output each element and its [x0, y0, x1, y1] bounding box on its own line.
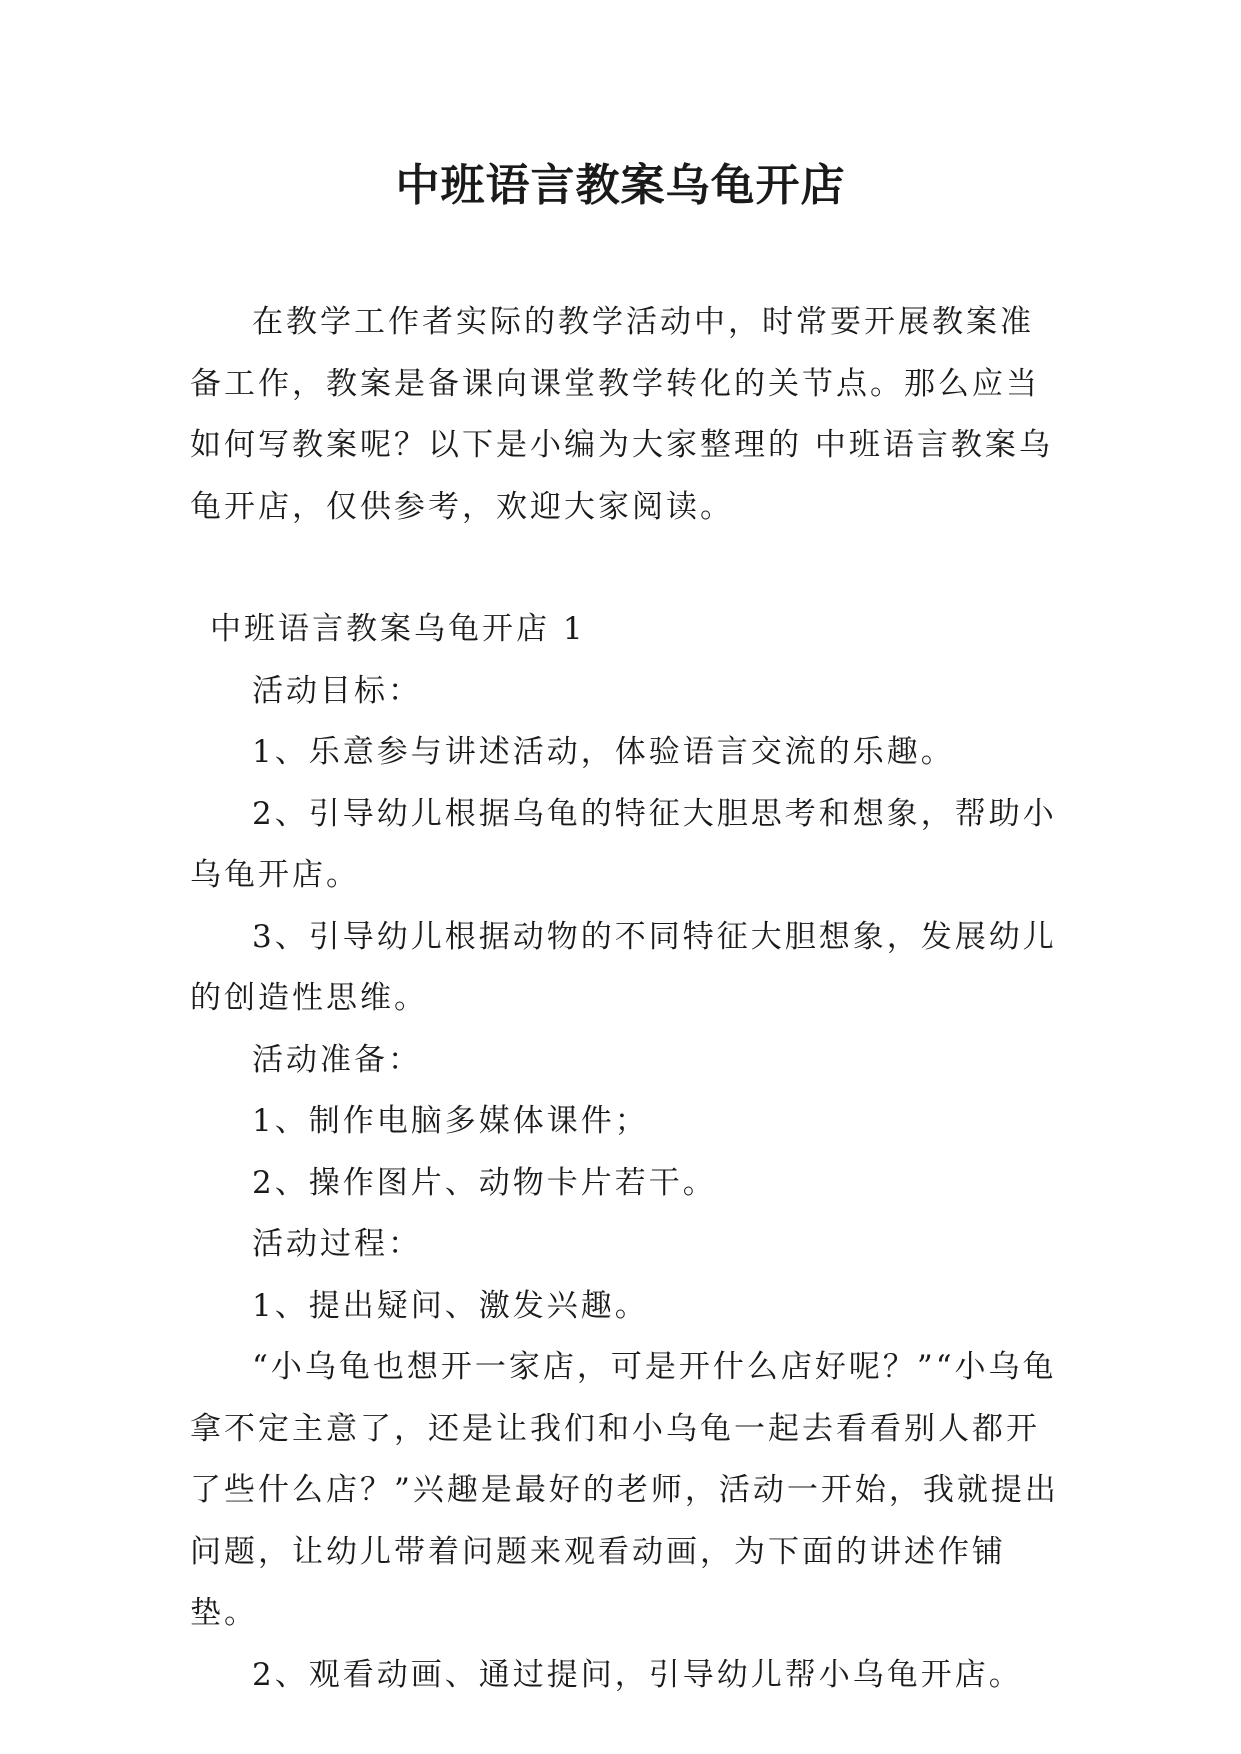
section-heading: 中班语言教案乌龟开店 1	[210, 611, 586, 647]
preparation-heading: 活动准备：	[252, 1041, 422, 1078]
process-step-1-detail: “小乌龟也想开一家店，可是开什么店好呢？”“小乌龟拿不定主意了，还是让我们和小乌龟一起去看看别人都开了些什么店？”兴趣是最好的老师，活动一开始，我就提出问题，让幼儿带着问题来观看动画，为下面的讲述作铺垫。	[190, 1349, 1059, 1631]
process-step-2: 2、观看动画、通过提问，引导幼儿帮小乌龟开店。	[252, 1656, 1023, 1693]
document-title: 中班语言教案乌龟开店	[395, 160, 846, 211]
process-heading: 活动过程：	[252, 1226, 422, 1262]
intro-paragraph: 在教学工作者实际的教学活动中，时常要开展教案准备工作，教案是备课向课堂教学转化的关节点。那么应当如何写教案呢？以下是小编为大家整理的 中班语言教案乌龟开店，仅供参考，欢迎大家阅读。	[190, 304, 1053, 525]
goal-item-2: 2、引导幼儿根据乌龟的特征大胆思考和想象，帮助小乌龟开店。	[190, 795, 1057, 893]
goals-heading: 活动目标：	[252, 672, 422, 709]
document-body	[190, 292, 1060, 1706]
goal-item-1: 1、乐意参与讲述活动，体验语言交流的乐趣。	[252, 734, 955, 770]
goal-item-3: 3、引导幼儿根据动物的不同特征大胆想象，发展幼儿的创造性思维。	[190, 918, 1057, 1016]
process-step-1: 1、提出疑问、激发兴趣。	[252, 1287, 649, 1324]
preparation-item-2: 2、操作图片、动物卡片若干。	[252, 1164, 717, 1201]
preparation-item-1: 1、制作电脑多媒体课件；	[252, 1103, 649, 1139]
paragraph-spacer	[190, 538, 1060, 599]
